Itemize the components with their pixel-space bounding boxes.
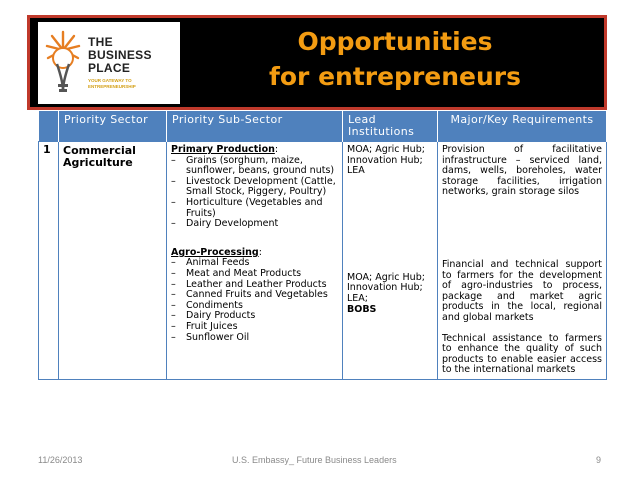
lead-institutions-cell	[343, 142, 438, 380]
header-key-requirements: Major/Key Requirements	[438, 111, 607, 142]
primary-requirements: Provision of facilitative infrastructure – serviced land, dams, wells, boreholes, water storage facilities, irrigation networks, grain storage silos	[442, 144, 602, 198]
footer-center-text: U.S. Embassy_ Future Business Leaders	[232, 455, 397, 465]
title-line-1: Opportunities	[297, 27, 493, 56]
header-number	[39, 111, 59, 142]
opportunities-table	[38, 111, 606, 380]
agro-institutions: MOA; Agric Hub; Innovation Hub; LEA;	[347, 271, 425, 304]
table-header-row	[39, 111, 607, 142]
business-place-logo	[38, 22, 180, 104]
table-row	[39, 142, 607, 380]
list-item: – Dairy Development	[171, 219, 338, 230]
row-number: 1	[39, 142, 59, 380]
list-item: – Livestock Development (Cattle, Small Stock, Piggery, Poultry)	[171, 177, 338, 198]
list-item: – Condiments	[171, 301, 338, 312]
logo-name-line: THE	[88, 35, 113, 49]
list-item: – Animal Feeds	[171, 258, 338, 269]
agro-requirements-1: Financial and technical support to farmers for the development of agro-industries to process, package and market agric products in the local, regional and global markets	[442, 258, 602, 323]
footer-date: 11/26/2013	[38, 455, 83, 465]
primary-production-list	[171, 156, 338, 230]
title-banner	[27, 15, 607, 110]
list-item: – Horticulture (Vegetables and Fruits)	[171, 198, 338, 219]
agro-processing-heading: Agro-Processing:	[171, 246, 262, 258]
title-line-2: for entrepreneurs	[268, 62, 521, 91]
header-priority-sub-sector: Priority Sub-Sector	[167, 111, 343, 142]
primary-institutions: MOA; Agric Hub; Innovation Hub; LEA	[347, 144, 425, 177]
requirements-cell	[438, 142, 607, 380]
list-item: – Sunflower Oil	[171, 333, 338, 344]
sub-sector-cell	[167, 142, 343, 380]
slide-title	[190, 24, 600, 94]
priority-sector-cell: Commercial Agriculture	[59, 142, 167, 380]
lightbulb-icon	[44, 28, 82, 98]
list-item: – Meat and Meat Products	[171, 269, 338, 280]
logo-name-line: BUSINESS	[88, 48, 152, 62]
footer-page-number: 9	[596, 455, 602, 465]
agro-institutions-bobs: BOBS	[347, 303, 377, 315]
list-item: – Canned Fruits and Vegetables	[171, 290, 338, 301]
agro-requirements-2: Technical assistance to farmers to enhance the quality of such products to enable easier access to the international markets	[442, 332, 602, 376]
logo-name-line: PLACE	[88, 61, 131, 75]
list-item: – Fruit Juices	[171, 322, 338, 333]
primary-production-heading: Primary Production:	[171, 144, 279, 155]
header-lead-institutions: Lead Institutions	[343, 111, 438, 142]
logo-tagline: YOUR GATEWAY TO ENTREPRENEURSHIP	[88, 78, 136, 89]
logo-name	[88, 36, 178, 75]
list-item: – Dairy Products	[171, 311, 338, 322]
agro-processing-list	[171, 258, 338, 343]
list-item: – Leather and Leather Products	[171, 280, 338, 291]
list-item: – Grains (sorghum, maize, sunflower, beans, ground nuts)	[171, 156, 338, 177]
header-priority-sector: Priority Sector	[59, 111, 167, 142]
